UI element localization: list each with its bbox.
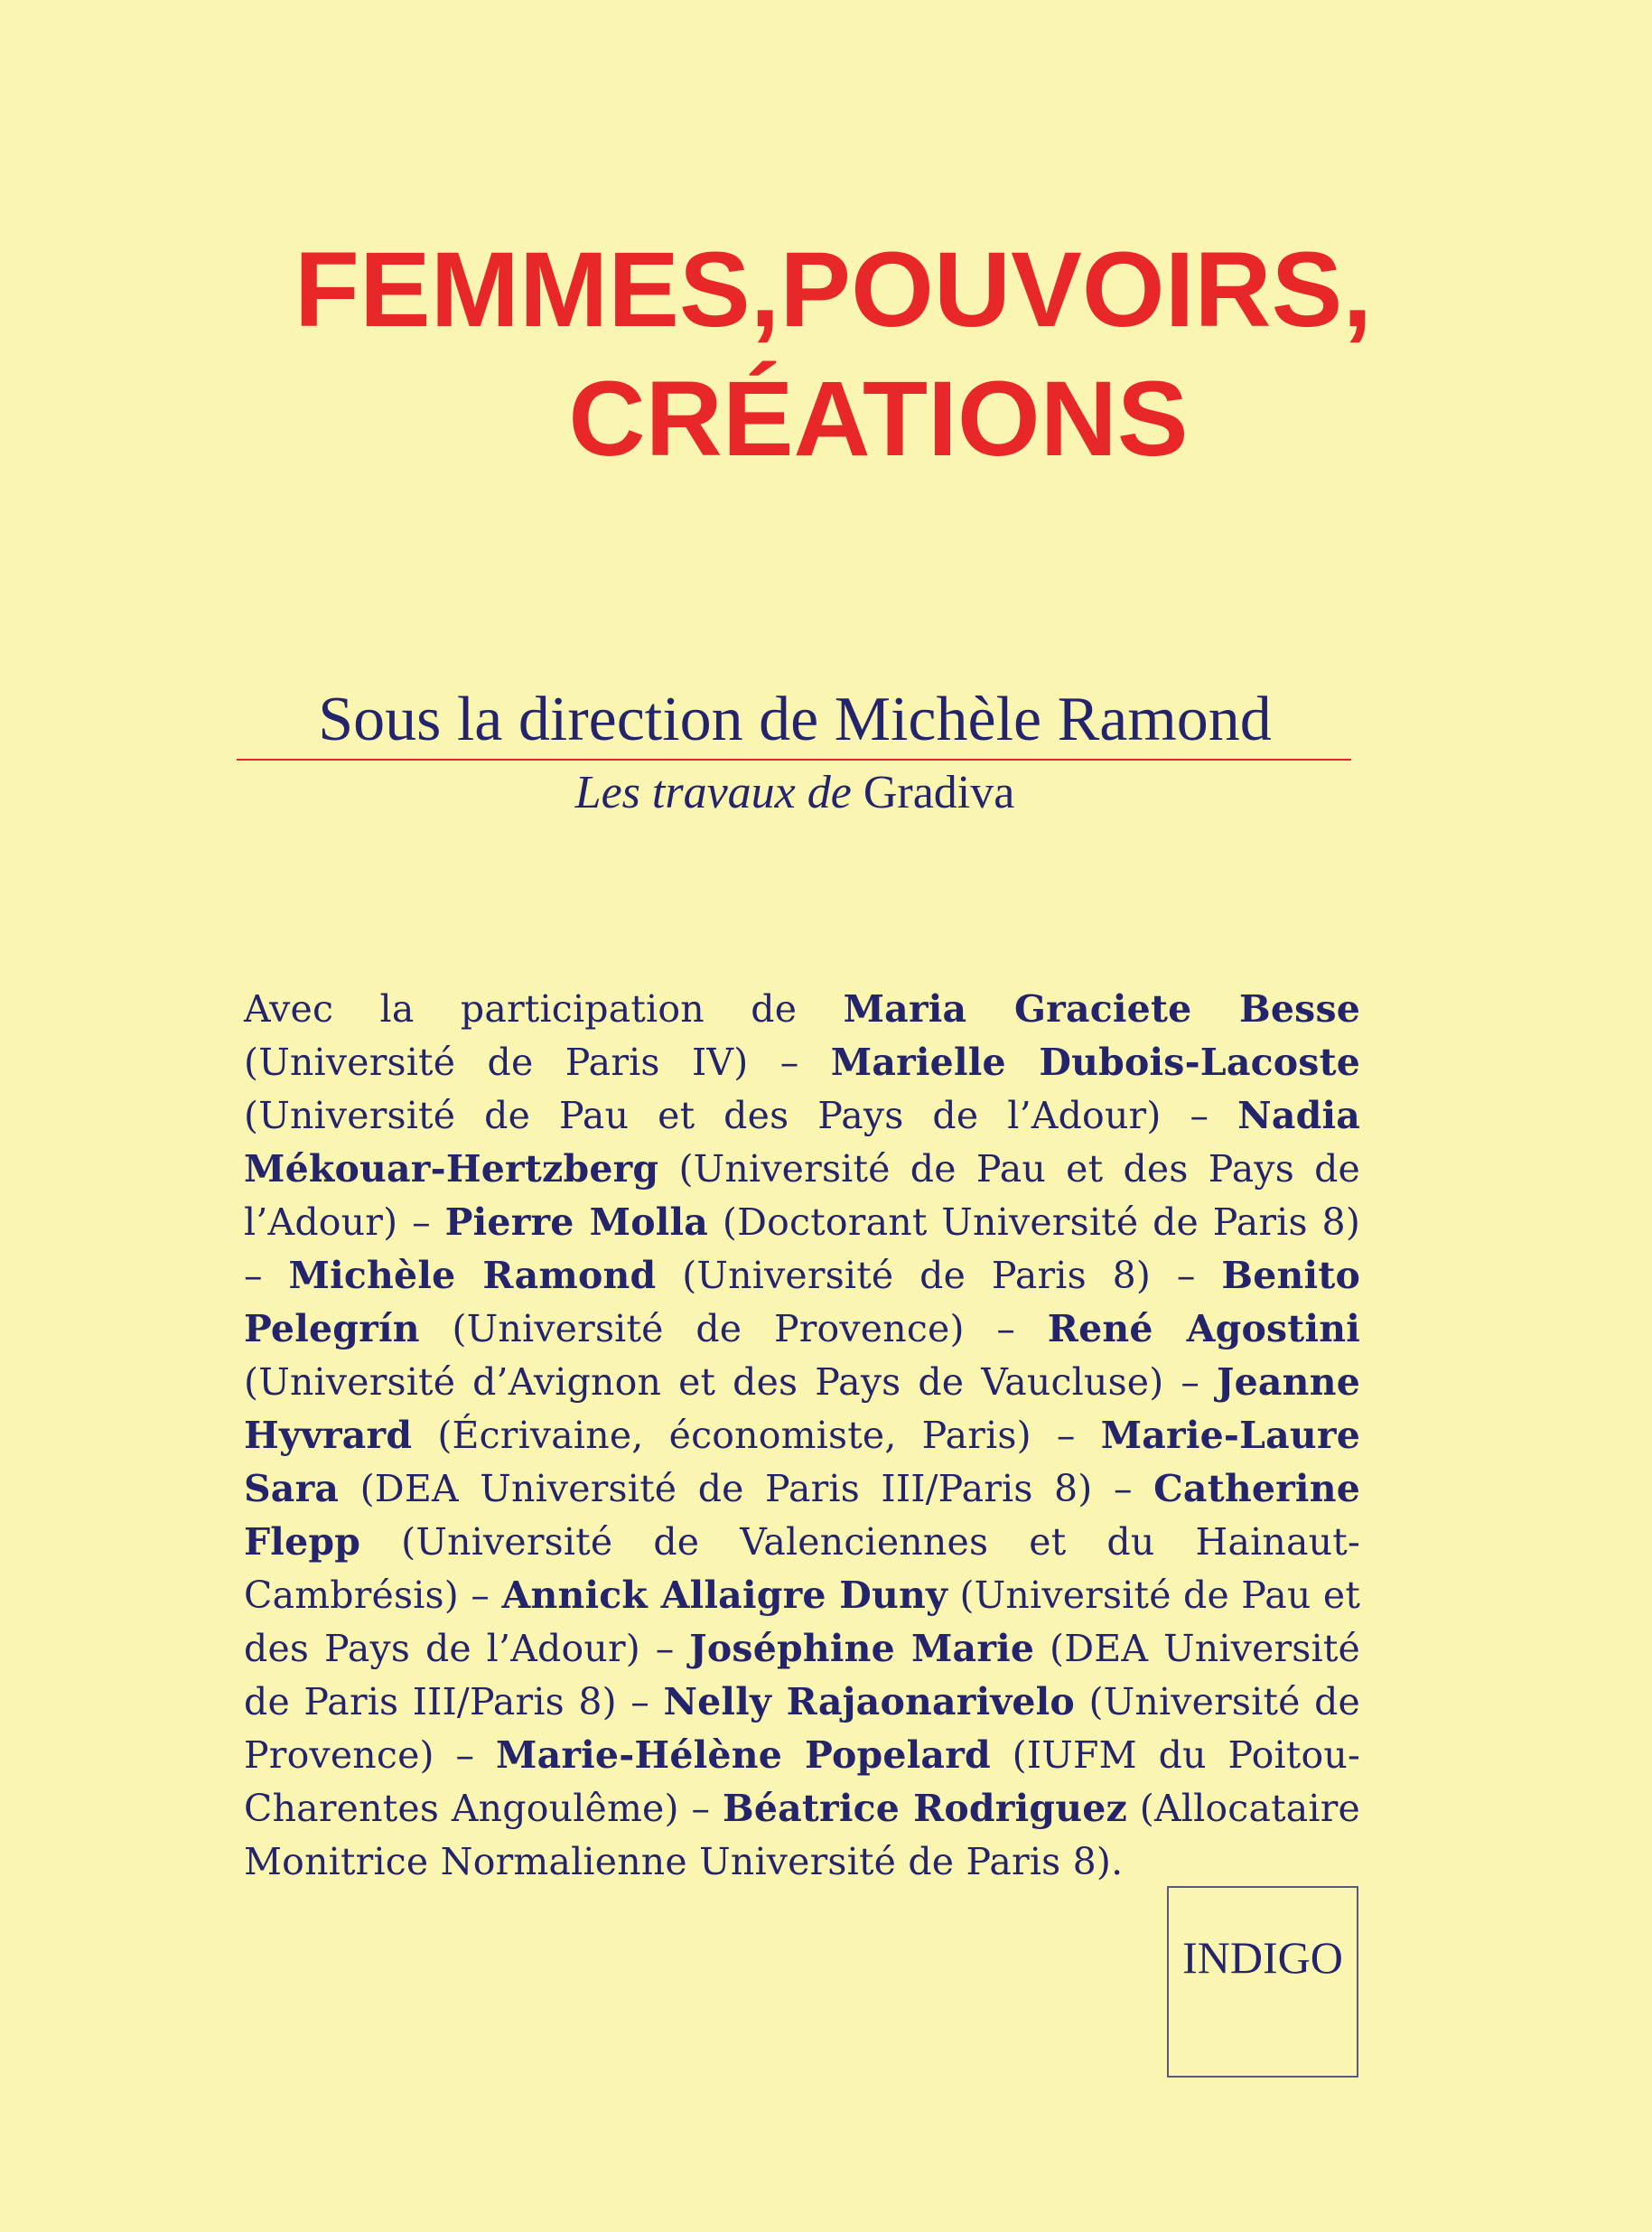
participant-affiliation: (DEA Université de Paris III/Paris 8) <box>244 1627 1360 1723</box>
participant-separator: – <box>748 1041 831 1084</box>
participant-affiliation: (IUFM du Poitou-Charentes Angoulême) <box>244 1733 1361 1830</box>
participant-name: Maria Graciete Besse <box>843 987 1361 1031</box>
participant-separator: – <box>1031 1414 1101 1457</box>
participant-name: Nadia Mékouar-Hertzberg <box>244 1094 1360 1191</box>
participant-separator: – <box>397 1200 445 1244</box>
divider-rule <box>237 759 1351 761</box>
series-italic: Les travaux de <box>574 767 852 818</box>
participant-separator: – <box>1092 1467 1154 1510</box>
participant-affiliation: (Allocataire Monitrice Normalienne Université de Paris 8) <box>244 1787 1361 1883</box>
participant-affiliation: (Université de Paris IV) <box>244 1041 749 1084</box>
participant-affiliation: (Université de Paris 8) <box>682 1254 1152 1297</box>
participant-name: Marie-Laure Sara <box>244 1414 1361 1510</box>
title-line-2: CRÉATIONS <box>568 360 1189 479</box>
participant-separator: – <box>616 1680 664 1723</box>
participant-affiliation: (Doctorant Université de Paris 8) <box>722 1200 1361 1244</box>
participant-affiliation: (Université de Provence) <box>452 1307 965 1350</box>
participant-separator: – <box>964 1307 1048 1350</box>
participants-paragraph <box>244 983 1360 1889</box>
participant-affiliation: (DEA Université de Paris III/Paris 8) <box>359 1467 1093 1510</box>
title-line-1: FEMMES,POUVOIRS, <box>294 230 1373 350</box>
participant-name: Pierre Molla <box>444 1200 709 1244</box>
participant-affiliation: (Université d’Avignon et des Pays de Vaucluse) <box>244 1360 1164 1404</box>
participant-name: Benito Pelegrín <box>244 1254 1361 1350</box>
participant-list <box>244 987 1360 1883</box>
participants-closing: . <box>1111 1840 1124 1883</box>
participant-separator: – <box>1163 1360 1218 1404</box>
participant-separator: – <box>434 1733 496 1777</box>
participant-name: Catherine Flepp <box>244 1467 1360 1564</box>
participant-affiliation: (Université de Provence) <box>244 1680 1360 1777</box>
publisher-name: INDIGO <box>1182 1932 1343 1983</box>
participant-separator: – <box>1161 1094 1238 1137</box>
participant-affiliation: (Université de Pau et des Pays de l’Adour) <box>244 1094 1162 1137</box>
participant-affiliation: (Université de Pau et des Pays de l’Adour) <box>244 1147 1361 1244</box>
participant-affiliation: (Université de Pau et des Pays de l’Adour) <box>244 1574 1360 1670</box>
participant-name: Marielle Dubois-Lacoste <box>830 1041 1361 1084</box>
participant-separator: – <box>678 1787 723 1830</box>
participant-name: Michèle Ramond <box>288 1254 657 1297</box>
participant-name: Joséphine Marie <box>689 1627 1035 1670</box>
participant-name: Nelly Rajaonarivelo <box>663 1680 1075 1723</box>
participant-name: Jeanne Hyvrard <box>244 1360 1360 1457</box>
participants-intro: Avec la participation de <box>244 987 798 1031</box>
participant-separator: – <box>1151 1254 1222 1297</box>
participant-name: Béatrice Rodriguez <box>722 1787 1127 1830</box>
participant-separator: – <box>459 1574 502 1617</box>
participant-affiliation: (Écrivaine, économiste, Paris) <box>437 1414 1031 1457</box>
series-name: Gradiva <box>863 767 1015 818</box>
publisher-logo-box <box>1167 1886 1358 2078</box>
participant-name: Annick Allaigre Duny <box>501 1574 948 1617</box>
series-title <box>239 767 1350 818</box>
participant-name: Marie-Hélène Popelard <box>496 1733 991 1777</box>
participant-separator: – <box>639 1627 690 1670</box>
participant-name: René Agostini <box>1047 1307 1361 1350</box>
participant-separator: – <box>244 1254 289 1297</box>
participant-affiliation: (Université de Valenciennes et du Hainaut-Cambrésis) <box>244 1520 1360 1617</box>
editor-credit: Sous la direction de Michèle Ramond <box>318 685 1272 754</box>
